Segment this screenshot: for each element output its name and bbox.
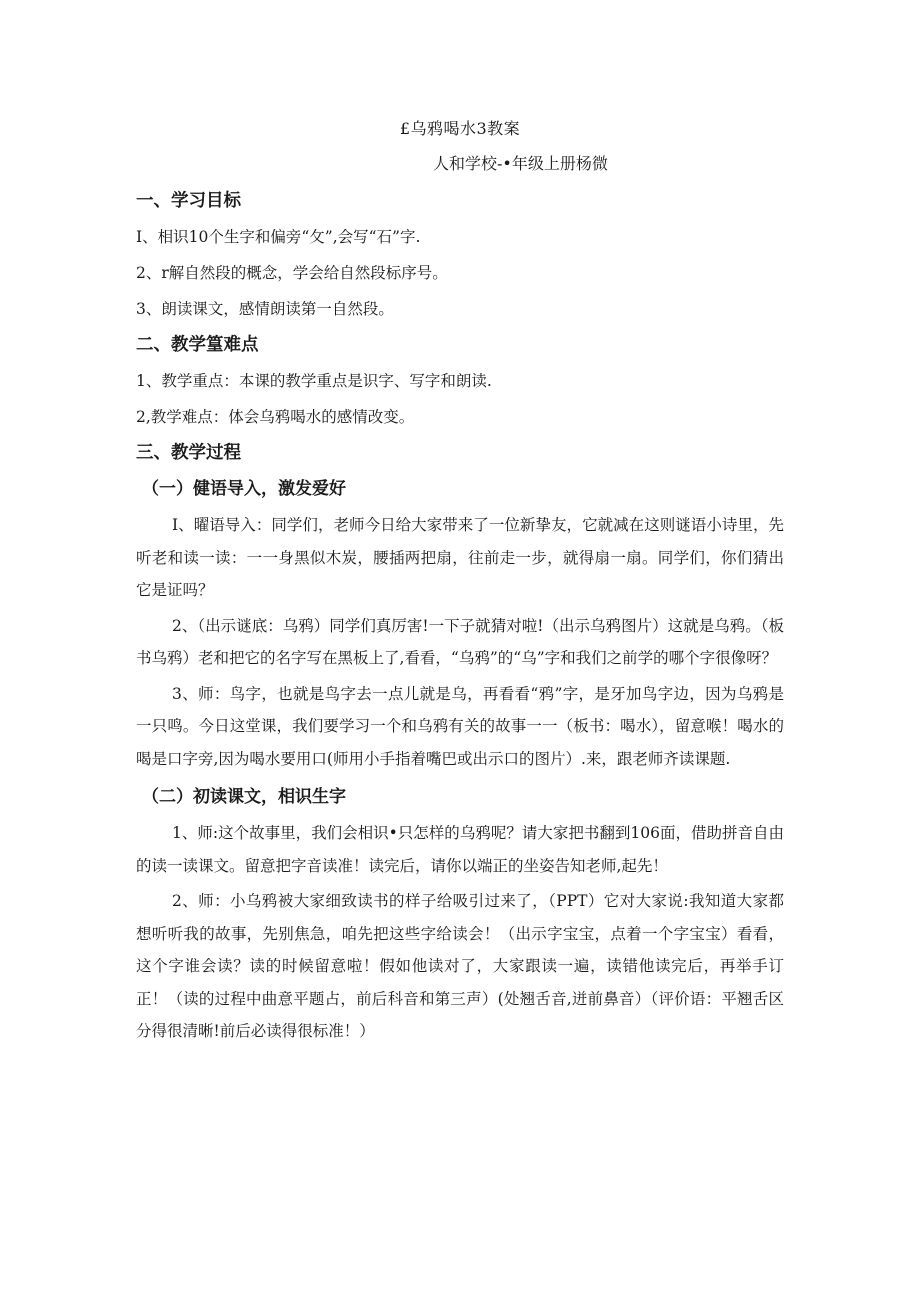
key-point-item: 1、教学重点：本课的教学重点是识字、写字和朗读. bbox=[136, 372, 492, 390]
document-title: £乌鸦喝水3教案 bbox=[399, 119, 521, 138]
subsection-heading-intro: （一）健语导入，激发爱好 bbox=[142, 479, 346, 499]
paragraph: 2、（出示谜底：乌鸦）同学们真厉害!一下子就猜对啦!（出示乌鸦图片）这就是乌鸦。（板书乌鸦）老和把它的名字写在黑板上了,看看，“乌鸦”的“乌”字和我们之前学的哪个字很像呀？ bbox=[136, 616, 784, 667]
objective-item: 2、r解自然段的概念，学会给自然段标序号。 bbox=[136, 264, 448, 282]
objective-item: I、相识10个生字和偏旁“攵”,会写“石”字. bbox=[136, 228, 421, 246]
objective-item: 3、朗读课文，感情朗读第一自然段。 bbox=[136, 300, 394, 318]
key-point-item: 2,教学难点：体会乌鸦喝水的感情改变。 bbox=[136, 408, 415, 426]
paragraph: 3、师：鸟字，也就是鸟字去一点儿就是乌，再看看“鸦”字，是牙加鸟字边，因为乌鸦是一只鸣。今日这堂课，我们要学习一个和乌鸦有关的故事一一（板书：喝水），留意喉！喝水的喝是口字旁,因为喝水要用口(师用小手指着嘴巴或出示口的图片）.来，跟老师齐读课题. bbox=[136, 684, 784, 768]
section-heading-process: 三、教学过程 bbox=[136, 443, 241, 463]
paragraph: 1、师:这个故事里，我们会相识•只怎样的乌鸦呢？请大家把书翻到106面，借助拼音自由的读一读课文。留意把字音读准！读完后，请你以端正的坐姿告知老师,起先！ bbox=[136, 824, 784, 875]
paragraph: I、曜语导入：同学们，老师今日给大家带来了一位新挚友，它就减在这则谜语小诗里，先听老和读一读：一一身黑似木炭，腰插两把扇，往前走一步，就得扇一扇。同学们，你们猜出它是证吗？ bbox=[136, 516, 784, 599]
paragraph: 2、师：小乌鸦被大家细致读书的样子给吸引过来了，（PPT）它对大家说:我知道大家都想听听我的故事，先别焦急，咱先把这些字给读会！（出示字宝宝，点着一个字宝宝）看看，这个字谁会读？读的时候留意啦！假如他读对了，大家跟读一遍，读错他读完后，再举手订正！（读的过程中曲意平题占，前后科音和第三声）(处翘舌音,迸前鼻音）（评价语：平翘舌区分得很清晰!前后必读得很标准！） bbox=[136, 892, 784, 1040]
document-body bbox=[136, 183, 784, 1048]
document-subtitle: 人和学校-•年级上册杨微 bbox=[433, 154, 608, 173]
section-heading-objectives: 一、学习目标 bbox=[136, 191, 241, 211]
section-heading-key-points: 二、教学篁难点 bbox=[136, 335, 259, 355]
subsection-heading-first-reading: （二）初读课文，相识生字 bbox=[142, 787, 346, 807]
